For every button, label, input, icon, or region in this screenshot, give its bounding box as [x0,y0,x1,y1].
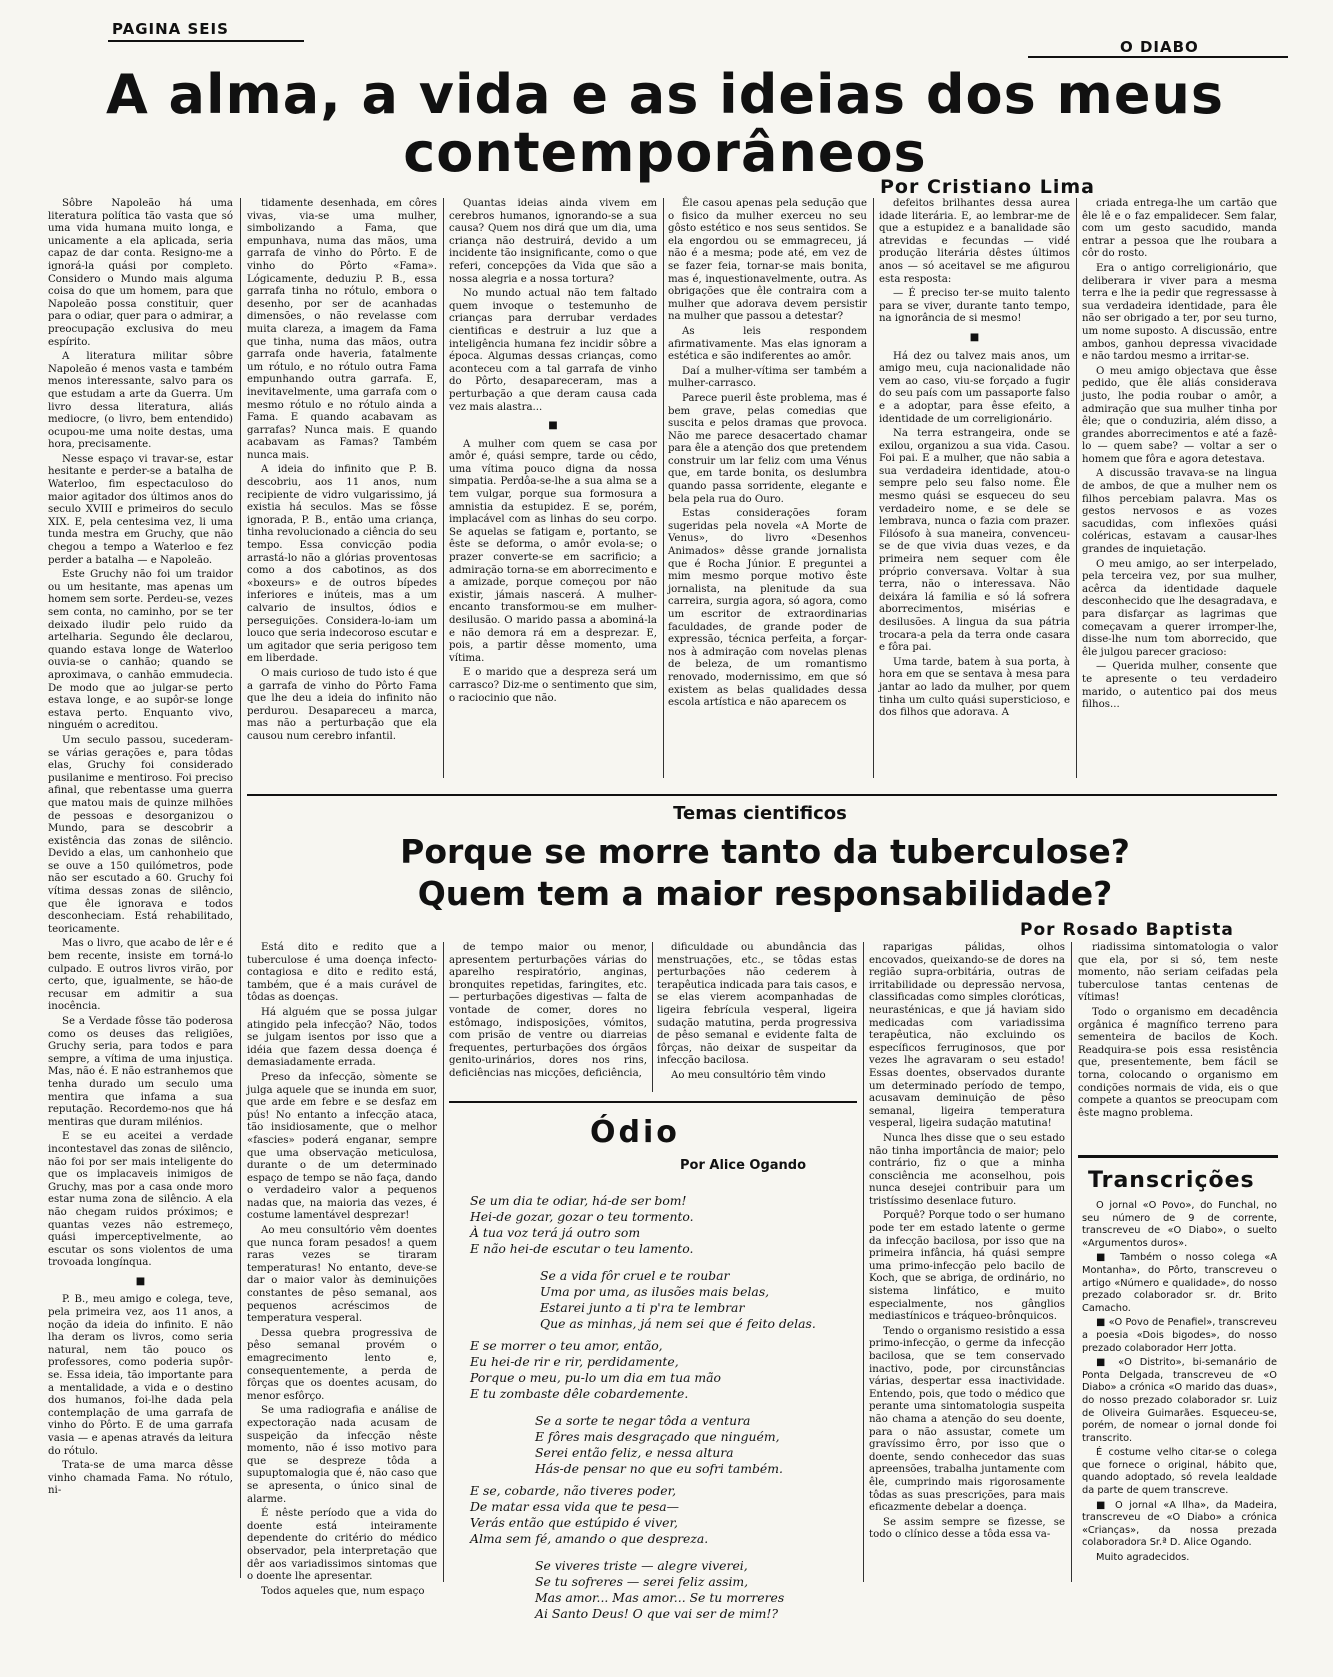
page-number-label: PAGINA SEIS [112,20,229,38]
column-rule [652,942,653,1092]
article1-column-5 [879,198,1070,778]
paragraph: defeitos brilhantes dessa aurea idade literária. E, ao lembrar-me de que a estupidez e a banalidade são atrevidas e fecundas — vidé produção literária dêstes últimos anos — só aceitavel se me afigurou esta resposta: [879,198,1070,285]
section-rule [247,794,1277,796]
paragraph: Muito agradecidos. [1096,1552,1190,1564]
paragraph: As leis respondem afirmativamente. Mas elas ignoram a estética e são indiferentes ao amôr. [668,325,867,363]
paragraph: A ideia do infinito que P. B. descobriu, aos 11 anos, num recipiente de vidro vulgarissimo, já existia há seculos. Mas se fôsse ignorada, P. B., então uma criança, tinha revolucionado a ciência do seu tempo. Essa convicção podia arrastá-lo não a glórias proventosas como a dos cabotinos, as dos «boxeurs» e de outros bípedes inferiores e inúteis, mas a um calvario de insultos, ódios e perseguições. Considera-lo-iam um louco que seria indecoroso escutar e um agitador que seria perigoso tem em liberdade. [247,464,437,665]
paragraph: P. B., meu amigo e colega, teve, pela primeira vez, aos 11 anos, a noção da ideia do infinito. E não lha deram os livros, como seria natural, nem tão pouco os professores, como poderia supôr-se. Essa ideia, tão importante para a mentalidade, a vida e o destino dos humanos, foi-lhe dada pela contemplação de uma garrafa de vinho do Pôrto. E de uma garrafa vasia — e apenas através da leitura do rótulo. [48,1294,233,1457]
article2-headline-line1: Porque se morre tanto da tuberculose? [400,832,1130,871]
paragraph: Êle casou apenas pela sedução que o fisico da mulher exerceu no seu gôsto estético e nos seus sentidos. Se ela engordou ou se emmagreceu, já não é a mesma; pode até, em vez de se fazer feia, tornar-se mais bonita, mas é, inquestionavelmente, outra. As obrigações que êle contraira com a mulher que adorava devem persistir na mulher que passou a detestar? [668,198,867,323]
paragraph: Tendo o organismo resistido a essa primo-infecção, o germe da infecção bacilosa, que se tem conservado inactivo, pode, por circunstâncias várias, despertar essa inactividade. Entendo, pois, que todo o médico que perante uma sintomatologia suspeita não chama a atenção do seu doente, para o não assustar, comete um gravíssimo êrro, por isso que o doente, sendo conhecedor das suas apreensões, trabalha juntamente com êle, cumprindo mais rigorosamente tôdas as suas prescrições, para mais eficazmente debelar a doença. [869,1325,1065,1514]
paragraph: É nêste período que a vida do doente está inteiramente dependente do critério do médico observador, pela interpretação que dêr aos variadissimos sintomas que o doente lhe apresentar. [247,1508,437,1583]
poem-stanza: Se a sorte te negar tôda a ventura E fôres mais desgraçado que ninguém, Serei então feliz, e nessa altura Hás-de pensar no que eu sofri também. [535,1413,783,1476]
article1-column-2 [247,198,437,778]
article1-col1-paragraphs [48,198,233,1498]
paragraph: tidamente desenhada, em côres vivas, via-se uma mulher, simbolizando a Fama, que empunhava, numa das mãos, uma garrafa de vinho do Pôrto. E de vinho do Pôrto «Fama». Lógicamente, deduziu P. B., essa garrafa tinha no rótulo, embora o desenho, por ser de acanhadas dimensões, o não revelasse com muita clareza, a imagem da Fama que tinha, numa das mãos, outra garrafa onde haveria, fatalmente um rótulo, e no rótulo outra Fama empunhando outra garrafa. E, inevitavelmente, uma garrafa com o mesmo rótulo e no rótulo ainda a Fama. E quando acabavam as garrafas? Nunca mais. E quando acabavam as Famas? Também nunca mais. [247,198,437,461]
paragraph: No mundo actual não tem faltado quem invoque o testemunho de crianças para derrubar verdades cientificas e destruir a luz que a inteligência humana fez incidir sôbre a época. Algumas dessas crianças, como aconteceu com a tal garrafa de vinho do Pôrto, desapareceram, mas a perturbação a que deram causa cada vez mais alastra... [449,288,657,413]
paragraph: Está dito e redito que a tuberculose é uma doença infecto-contagiosa e dito e redito está, também, que é a mais curável de tôdas as doenças. [247,942,437,1004]
column-rule [1071,942,1072,1582]
paragraph: de tempo maior ou menor, apresentem perturbações várias do aparelho respiratório, anginas, bronquites repetidas, faringites, etc.— perturbações digestivas — falta de vontade de comer, dores no estômago, indisposições, vómitos, com prisão de ventre ou diarreias frequentes, perturbações dos órgãos genito-urinários, dores nos rins, deficiências nas micções, deficiência, [449,942,647,1079]
article2-kicker: Temas cientificos [673,803,847,824]
paragraph: Dessa quebra progressiva de pêso semanal provém o emagrecimento lento e, consequentemente, a perda de fôrças que os doentes acusam, do menor esfôrço. [247,1327,437,1402]
poem-title: Ódio [590,1115,680,1150]
poem-byline: Por Alice Ogando [680,1158,807,1173]
column-rule [863,942,864,1582]
paragraph: O jornal «O Povo», do Funchal, no seu número de 9 de corrente, transcreveu de «O Diabo», o suelto «Argumentos duros». [1082,1200,1277,1249]
article-headline-line2: contemporâneos [403,121,927,184]
paragraph: O meu amigo, ao ser interpelado, pela terceira vez, por sua mulher, acêrca da identidade daquele desconhecido que lhe desagradava, e para disfarçar as lagrimas que começavam a querer irromper-lhe, disse-lhe num tom aborrecido, que êle julgou parecer gracioso: [1082,558,1277,658]
transcricoes-top-rule [1078,1155,1278,1158]
paragraph: O mais curioso de tudo isto é que a garrafa de vinho do Pôrto Fama que lhe deu a ideia do infinito não perdurou. Desapareceu a marca, mas não a perturbação que ela causou num cerebro infantil. [247,667,437,742]
paragraph: Todo o organismo em decadência orgânica é magnífico terreno para sementeira de bacilos de Koch. Readquira-se pois essa resistência que, presentemente, bem fácil se torna, colocando o organismo em condições normais de vida, eis o que compete a quantos se preocupam com êste magno problema. [1078,1006,1278,1119]
paragraph: Daí a mulher-vítima ser também a mulher-carrasco. [668,365,867,390]
paragraph: Estas considerações foram sugeridas pela novela «A Morte de Venus», do livro «Desenhos Animados» dêsse grande jornalista que é Rocha Júnior. E preguntei a mim mesmo porque motivo êste jornalista, na plenitude da sua carreira, surgia agora, só agora, como um escritor de extraordinarias faculdades, de grande poder de expressão, técnica perfeita, a forçar-nos à admiração com novelas plenas de beleza, de um romantismo renovado, modernissimo, em que só existem as belas qualidades dessa escola artística e não aparecem os [668,508,867,709]
paragraph: Na terra estrangeira, onde se exilou, organizou a sua vida. Casou. Foi pai. E a mulher, que não sabia a sua verdadeira identidade, atou-o sempre pelo seu falso nome. Êle mesmo quási se esqueceu do seu verdadeiro nome, e se dele se lembrava, nunca o fazia com prazer. Filósofo à sua maneira, convenceu-se de que vivia duas vezes, e da primeira nem sequer com êle próprio conversava. Voltar à sua terra, não o interessava. Não deixára lá familia e só lá sofrera aborrecimentos, misérias e desilusões. A lingua da sua pátria trocara-a pela da terra onde casara e fôra pai. [879,428,1070,654]
column-rule [1076,198,1077,778]
article2-column-5 [1078,942,1278,1147]
running-head-rule-right [1028,56,1288,58]
paragraph: Sôbre Napoleão há uma literatura política tão vasta que só uma vida humana muito longa, e unicamente a ela aplicada, seria capaz de dar conta. Resigno-me a ignorá-la quási por completo. Considero o Mundo mais alguma coisa do que um homem, para que Napoleão possa constituir, quer para o odiar, quer para o admirar, a preocupação exclusiva do meu espírito. [48,198,233,348]
poem-stanza: E se, cobarde, não tiveres poder, De matar essa vida que te pesa— Verás então que estúpido é viver, Alma sem fé, amando o que despreza. [470,1483,709,1546]
paragraph: Ao meu consultório vêm doentes que nunca foram pesados! a quem raras vezes se tiraram temperaturas! No entanto, deve-se dar o maior valor às deminuições constantes de pêso semanal, aos pequenos acréscimos de temperatura vesperal. [247,1225,437,1325]
paragraph: Mas o livro, que acabo de lêr e é bem recente, insiste em torná-lo culpado. E outros livros virão, por certo, que, igualmente, se hão-de recusar em admitir a sua inocência. [48,938,233,1013]
paragraph: — É preciso ter-se muito talento para se viver, durante tanto tempo, na ignorância de si mesmo! [879,288,1070,325]
article1-column-3 [449,198,657,778]
paragraph: Se uma radiografia e análise de expectoração nada acusam de suspeição da infecção nêste momento, não é isso motivo para que se despreze tôda a supuptomalogia que é, não caso que se apresenta, o único sinal de alarme. [247,1405,437,1505]
paragraph: criada entrega-lhe um cartão que êle lê e o faz empalidecer. Sem falar, com um gesto sacudido, manda entrar a pessoa que lhe roubara a côr do rosto. [1082,198,1277,260]
paragraph: Porquê? Porque todo o ser humano pode ter em estado latente o germe da infecção bacilosa, por isso que na primeira infância, há quási sempre uma primo-infecção pelo bacilo de Koch, que se abriga, de ordinário, no sistema linfático, e muito especialmente, nos gânglios mediastínicos e tráqueo-brônquicos. [869,1210,1065,1323]
paragraph: Se assim sempre se fizesse, se todo o clínico desse a tôda essa va- [869,1516,1065,1541]
newspaper-name-label: O DIABO [1120,38,1199,56]
paragraph: Era o antigo correligionário, que deliberara ir viver para a mesma terra e lhe ia pedir que regressasse à sua verdadeira identidade, para êle não ser obrigado a ter, por seu turno, um nome suposto. A discussão, entre ambos, ganhou depressa vivacidade e não tardou mesmo a irritar-se. [1082,262,1277,363]
paragraph: Preso da infecção, sòmente se julga aquele que se inunda em suor, que arde em febre e se desfaz em pús! No entanto a infecção ataca, tão insidiosamente, que o melhor «fascies» poderá enganar, sempre que uma observação meticulosa, durante o de um determinado espaço de tempo se não faça, dando o verdadeiro valor a pequenos nadas que, na maioria das vezes, é costume lamentável desprezar! [247,1071,437,1222]
poem-top-rule [449,1101,857,1103]
paragraph: A literatura militar sôbre Napoleão é menos vasta e também menos interessante, salvo para os que estudam a arte da Guerra. Um livro dessa literatura, aliás mediocre, (o livro, bem entendido) ocupou-me uma noite destas, uma hora, precisamente. [48,351,233,451]
section-divider: ■ [548,420,558,432]
paragraph: Se a Verdade fôsse tão poderosa como os deuses das religiões, Gruchy seria, para todos e para sempre, a vítima de uma injustiça. Mas, não é. E não estranhemos que tenha durado um seculo uma mentira que infama a sua reputação. Recordemo-nos que há mentiras que duram milénios. [48,1016,233,1128]
paragraph: A discussão travava-se na lingua de ambos, de que a mulher nem os filhos percebiam palavra. Mas os gestos nervosos e as vozes sacudidas, com inflexões quási coléricas, estavam a causar-lhes grandes de inquietação. [1082,468,1277,556]
article2-column-4 [869,942,1065,1582]
transcricoes-title: Transcrições [1088,1168,1255,1193]
article2-column-1 [247,942,437,1597]
poem-stanza: Se a vida fôr cruel e te roubar Uma por uma, as ilusões mais belas, Estarei junto a ti p'ra te lembrar Que as minhas, já nem sei que é feito delas. [540,1268,816,1331]
paragraph: dificuldade ou abundância das menstruações, etc., se tôdas estas perturbações não cederem à terapêutica indicada para tais casos, e se elas vierem acompanhadas de ligeira febrícula vesperal, ligeira sudação matutina, perda progressiva de pêso semanal e evidente falta de fôrças, não deixar de suspeitar da infecção bacilosa. [657,942,857,1067]
section-divider: ■ [135,1275,146,1287]
section-divider: ■ [969,331,980,343]
article-headline-line1: A alma, a vida e as ideias dos meus [105,63,1225,126]
paragraph: ■ Também o nosso colega «A Montanha», do Pôrto, transcreveu o artigo «Número e qualidade», do nosso prezado colaborador sr. dr. Brito Camacho. [1082,1252,1277,1314]
paragraph: É costume velho citar-se o colega que fornece o original, hábito que, quando adoptado, só revela lealdade da parte de quem transcreve. [1082,1447,1277,1497]
paragraph: Trata-se de uma marca dêsse vinho chamada Fama. No rótulo, ni- [48,1460,233,1497]
column-rule [873,198,874,778]
article2-column-2 [449,942,647,1092]
column-rule [443,198,444,778]
paragraph: ■ «O Povo de Penafiel», transcreveu a poesia «Dois bigodes», do nosso prezado colaborador Herr Jotta. [1082,1317,1277,1354]
paragraph: Parece pueril êste problema, mas é bem grave, pelas comedias que suscita e pelos dramas que provoca. Não me parece desacertado chamar para êle a atenção dos que pretendem construir um lar feliz com uma Vénus que, em tarde bonita, os deslumbra quando passa sorridente, elegante e bela pela rua do Ouro. [668,392,867,505]
paragraph: O meu amigo objectava que êsse pedido, que êle aliás considerava justo, lhe podia roubar o amôr, a admiração que sua mulher tinha por êle; que o conduziria, além disso, a grandes aborrecimentos e até a fazê-lo — quem sabe? — voltar a ser o homem que fôra e agora detestava. [1082,365,1277,465]
article2-column-3 [657,942,857,1092]
paragraph: ■ O jornal «A Ilha», da Madeira, transcreveu de «O Diabo» a crónica «Crianças», da nossa prezada colaboradora Sr.ª D. Alice Ogando. [1082,1499,1277,1549]
paragraph: E se eu aceitei a verdade incontestavel das zonas de silêncio, não foi por ser mais inteligente do que os implacaveis inimigos de Gruchy, mas por a casa onde moro estar numa zona de silêncio. A ela não chegam ruidos próximos; e quantas vezes não estremeço, quási imperceptivelmente, ao escutar os sons violentos de uma trovoada longínqua. [48,1131,233,1269]
transcricoes-body [1082,1200,1277,1600]
column-rule [443,942,444,1582]
paragraph: raparigas pálidas, olhos encovados, queixando-se de dores na região supra-orbitária, outras de irritabilidade ou depressão nervosa, classificadas como simples cloróticas, neurasténicas, e que já haviam sido medicadas com variadissima terapêutica, não excluindo os específicos ferruginosos, que por vezes lhe agravaram o seu estado! Essas doentes, observados durante um determinado período de tempo, acusavam deminuição de pêso semanal, ligeira temperatura vesperal, ligeira sudação matutina! [869,942,1065,1130]
paragraph: Ao meu consultório têm vindo [671,1069,826,1081]
poem-stanza: Se um dia te odiar, há-de ser bom! Hei-de gozar, gozar o teu tormento. À tua voz terá já outro som E não hei-de escutar o teu lamento. [470,1193,694,1256]
column-rule [240,198,241,1578]
paragraph: Nunca lhes disse que o seu estado não tinha importância de maior; pelo contrário, fiz o que a minha consciência me aconselhou, pois nunca desejei contribuir para um tristíssimo desenlace futuro. [869,1132,1065,1207]
paragraph: A mulher com quem se casa por amôr é, quási sempre, tarde ou cêdo, uma vítima pouco digna da nossa simpatia. Perdôa-se-lhe a sua alma se a tem vulgar, porque sua formosura a amnistia da estupidez. E se, porém, implacável com as linhas do seu corpo. Se aquelas se fatigam e, portanto, se êste se deforma, o amôr evola-se; o prazer converte-se em sacrificio; a admiração torna-se em aborrecimento e a amizade, porque começou por não existir, jámais nascerá. A mulher-encanto transformou-se em mulher-desilusão. O marido passa a abominá-la e não demora rá em a desprezar. E, pois, a partir dêsse momento, uma vítima. [449,438,657,664]
paragraph: riadissima sintomatologia o valor que ela, por si só, tem neste momento, não seriam ceifadas pela tuberculose tantas centenas de vítimas! [1078,942,1278,1004]
article1-column-4 [668,198,867,778]
paragraph: Todos aqueles que, num espaço [261,1585,425,1597]
paragraph: — Querida mulher, consente que te apresente o teu verdadeiro marido, o autentico pai dos meus filhos... [1082,661,1277,711]
paragraph: ■ «O Distrito», bi-semanário de Ponta Delgada, transcreveu de «O Diabo» a crónica «O marido das duas», do nosso prezado colaborador sr. Luiz de Oliveira Guimarães. Esqueceu-se, porém, de nomear o jornal donde foi transcrito. [1082,1357,1277,1444]
paragraph: Há dez ou talvez mais anos, um amigo meu, cuja nacionalidade não vem ao caso, viu-se forçado a fugir do seu país com um passaporte falso e a adoptar, para êsse efeito, a identidade de um correligionário. [879,350,1070,425]
article2-byline: Por Rosado Baptista [1020,920,1234,940]
paragraph: Uma tarde, batem à sua porta, à hora em que se sentava à mesa para jantar ao lado da mulher, por quem tinha um culto quási supersticioso, e dos filhos que adorava. A [879,656,1070,719]
article2-headline-line2: Quem tem a maior responsabilidade? [417,874,1113,913]
article1-column-6 [1082,198,1277,778]
article1-column-1 [48,198,233,1578]
paragraph: Um seculo passou, sucederam-se várias gerações e, para tôdas elas, Gruchy foi considerado pusilanime e mentiroso. Foi preciso afinal, que rebentasse uma guerra que matou mais de quinze milhões de pessoas e desorganizou o Mundo, para se descobrir a existência das zonas de silêncio. Devido a elas, um canhonheio que se ouve a 150 quilómetros, pode não ser escutado a 60. Gruchy foi vítima dessas zonas de silêncio, que êle ignorava e todos desconheciam. Está rehabilitado, teoricamente. [48,734,233,935]
paragraph: Há alguém que se possa julgar atingido pela infecção? Não, todos se julgam isentos por isso que a idéia que fazem dessa doença é demasiadamente errada. [247,1006,437,1069]
running-head-rule-left [108,40,304,42]
paragraph: Quantas ideias ainda vivem em cerebros humanos, ignorando-se a sua causa? Quem nos dirá que um dia, uma criança não destruirá, devido a um incidente tão insignificante, como o que referi, concepções da Vida que são a nossa alegria e a nossa tortura? [449,198,657,285]
poem-stanza: E se morrer o teu amor, então, Eu hei-de rir e rir, perdidamente, Porque o meu, pu-lo um dia em tua mão E tu zombaste dêle cobardemente. [470,1338,721,1401]
paragraph: Este Gruchy não foi um traidor ou um hesitante, mas apenas um homem sem sorte. Perdeu-se, vezes sem conta, no caminho, por se ter deixado iludir pelo ruido da artelharia. Segundo êle declarou, quando estava longe de Waterloo ouvia-se o canhão; quando se aproximava, o canhão emmudecia. De modo que ao julgar-se perto estava longe, e ao supôr-se longe estava perto. Enquanto vivo, ninguém o acreditou. [48,569,233,732]
paragraph: E o marido que a despreza será um carrasco? Diz-me o sentimento que sim, o raciocinio que não. [449,667,657,704]
article-byline: Por Cristiano Lima [880,176,1095,198]
column-rule [663,198,664,778]
paragraph: Nesse espaço vi travar-se, estar hesitante e perder-se a batalha de Waterloo, fim espectaculoso do maior agitador dos últimos anos do seculo XVIII e primeiros do seculo XIX. E, pela centesima vez, li uma tunda mestra em Gruchy, que não chegou a tempo a Waterloo e fez perder a batalha — e Napoleão. [48,453,233,566]
poem-stanza: Se viveres triste — alegre viverei, Se tu sofreres — serei feliz assim, Mas amor... Mas amor... Se tu morreres Ai Santo Deus! O que vai ser de mim!? [535,1558,785,1621]
